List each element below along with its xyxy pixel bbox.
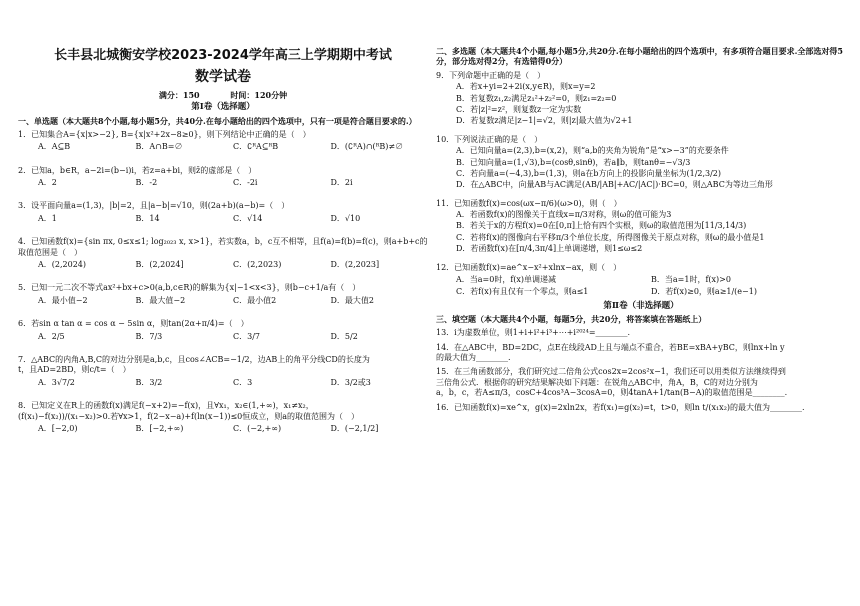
multi-choice-list [436, 71, 846, 259]
option-choice: B．当a=1时，f(x)>0 [651, 275, 731, 285]
question-stem: 16．已知函数f(x)=xe^x，g(x)=2xln2x，若f(x₁)=g(x₂)=t，t>0，则ln t/(x₁x₂)的最大值为________. [436, 402, 805, 412]
option-choice: D．若函数f(x)在[π/4,3π/4]上单调递增，则1≤ω≤2 [456, 244, 643, 254]
question-stem: 10．下列说法正确的是（ ） [436, 134, 543, 144]
option-choice: B．若复数z₁,z₂满足z₁²+z₂²=0，则z₁=z₂=0 [456, 93, 617, 103]
option-row [456, 275, 846, 285]
left-column [18, 0, 428, 434]
question-stem: 5．已知一元二次不等式ax²+bx+c>0(a,b,c∈R)的解集为{x|−1<x<3}，则b−c+1/a有（ ） [18, 283, 361, 293]
question-gap [18, 342, 428, 351]
question-gap [18, 270, 428, 279]
option-choice: B．14 [135, 213, 160, 223]
volume-2-heading: 第Ⅱ卷（非选择题） [603, 300, 679, 311]
option-row [38, 260, 428, 270]
volume-1-heading: 第Ⅰ卷（选择题） [191, 102, 255, 113]
option-choice: C．若将f(x)的图像向右平移π/3个单位长度，所得图像关于原点对称，则ω的最小值是1 [456, 232, 765, 242]
option-choice: C．最小值2 [233, 295, 277, 305]
question-stem: 7．△ABC的内角A,B,C的对边分别是a,b,c，且cos∠ACB=−1/2，边AB上的角平分线CD的长度为 [18, 354, 370, 364]
question-stem: 1．已知集合A={x|x>−2}, B={x|x²+2x−8≥0}，则下列结论中正确的是（ ） [18, 129, 311, 139]
option-choice: D．若f(x)≥0，则a≥1/(e−1) [651, 287, 757, 297]
option-choice: B．-2 [135, 178, 158, 188]
question-item [18, 355, 428, 388]
question-12 [436, 263, 846, 298]
option-choice: B．7/3 [135, 331, 163, 341]
question-item [18, 237, 428, 270]
option-choice: C．若向量a=(−4,3),b=(1,3)，则a在b方向上的投影向量坐标为(1/2,3/2) [456, 168, 722, 178]
question-gap [18, 388, 428, 397]
option-choice: C．(2,2023) [233, 260, 282, 270]
option-choice: B．(2,2024] [135, 260, 184, 270]
question-stem: 取值范围是（ ） [18, 247, 82, 257]
option-choice: C．若f(x)有且仅有一个零点，则a≤1 [456, 287, 589, 297]
option-choice: A．最小值−2 [38, 295, 88, 305]
option-row [38, 424, 428, 434]
question-item [436, 199, 846, 255]
option-choice: D．3/2或3 [330, 377, 371, 387]
option-choice: A．[−2,0) [38, 423, 78, 433]
exam-time: 时间：120分钟 [230, 90, 288, 101]
question-stem: 的最大值为________. [436, 353, 511, 363]
question-item [18, 166, 428, 189]
option-choice: D．(2,2023] [330, 260, 380, 270]
question-gap [436, 255, 846, 259]
question-stem: 14．在△ABC中，BD=2DC，点E在线段AD上且与端点不重合，若BE=xBA+yBC，则lnx+ln y [436, 342, 785, 352]
question-item [436, 403, 846, 413]
option-choice: C．3/7 [233, 331, 260, 341]
question-item [18, 130, 428, 153]
option-row [38, 332, 428, 342]
option-choice: C．∁ᴿA⊆ᴿB [233, 142, 279, 152]
exam-meta [18, 90, 428, 100]
option-choice: C．-2i [233, 178, 258, 188]
option-choice: B．最大值−2 [135, 295, 186, 305]
question-stem: 3．设平面向量a=(1,3)，|b|=2，且|a−b|=√10，则(2a+b)(a−b)=（ ） [18, 201, 290, 211]
full-score: 满分：150 [158, 90, 200, 101]
question-stem: 15．在三角函数部分，我们研究过二倍角公式cos2x=2cos²x−1，我们还可以用类似方法继续得到 [436, 367, 786, 377]
option-choice: A．若函数f(x)的图像关于直线x=π/3对称，则ω的值可能为3 [456, 210, 672, 220]
question-item [18, 319, 428, 342]
question-stem: (f(x₁)−f(x₂))/(x₁−x₂)>0.若∀x>1，f(2−x−a)+f(ln(x−1))≤0恒成立，则a的取值范围为（ ） [18, 411, 360, 421]
right-column [436, 0, 846, 413]
option-choice: D．(∁ᴿA)∩(ᴿB)≠∅ [330, 142, 404, 152]
option-choice: A．3√7/2 [38, 377, 75, 387]
question-gap [18, 224, 428, 233]
exam-title: 长丰县北城衡安学校2023-2024学年高三上学期期中考试 [54, 48, 392, 63]
option-choice: B．已知向量a=(1,√3),b=(cosθ,sinθ)，若a∥b，则tanθ=−√3/3 [456, 157, 691, 167]
option-choice: A．2 [38, 178, 57, 188]
question-stem: 三倍角公式．根据你的研究结果解决如下问题：在锐角△ABC中，角A，B，C的对边分别为 [436, 377, 758, 387]
question-item [436, 367, 846, 398]
section-2-heading: 二、多选题（本大题共4个小题,每小题5分,共20分.在每小题给出的四个选项中，有多项符合题目要求.全部选对得5分，部分选对得2分，有选错得0分） [436, 46, 843, 67]
question-item [436, 135, 846, 191]
section-3-heading: 三、填空题（本大题共4个小题，每题5分，共20分，将答案填在答题纸上） [436, 313, 707, 324]
question-item [18, 401, 428, 434]
question-stem: 13．i为虚数单位，则1+i+i²+i³+⋯+i²⁰²⁴=________. [436, 328, 631, 338]
question-stem: 9．下列命题中正确的是（ ） [436, 70, 546, 80]
option-choice: D．5/2 [330, 331, 358, 341]
question-gap [18, 306, 428, 315]
question-stem: t，且AD=2BD，则c/t=（ ） [18, 365, 131, 375]
option-choice: B．若关于x的方程f(x)=0在[0,π]上恰有四个实根，则ω的取值范围为[11/3,14/3) [456, 221, 747, 231]
option-choice: D．√10 [330, 213, 361, 223]
question-item [18, 283, 428, 306]
option-choice: C．若|z|²=z²，则复数z一定为实数 [456, 104, 582, 114]
question-stem: 8．已知定义在R上的函数f(x)满足f(−x+2)=−f(x)，且∀x₁，x₂∈(1,+∞)，x₁≠x₂， [18, 401, 314, 411]
option-choice: C．√14 [233, 213, 263, 223]
option-choice: C．3 [233, 377, 253, 387]
question-gap [18, 153, 428, 162]
question-stem: 12．已知函数f(x)=ae^x−x²+xlnx−ax，则（ ） [436, 262, 622, 272]
option-choice: A．(2,2024) [38, 260, 87, 270]
exam-subtitle: 数学试卷 [195, 68, 251, 85]
option-choice: D．2i [330, 178, 353, 188]
option-choice: A．当a=0时，f(x)单调递减 [456, 275, 557, 285]
option-choice: B．A∩B=∅ [135, 142, 183, 152]
question-stem: 6．若sin α tan α = cos α − 5sin α，则tan(2α+π/4)=（ ） [18, 319, 249, 329]
option-row [38, 378, 428, 388]
option-choice: D．在△ABC中，向量AB与AC满足(AB/|AB|+AC/|AC|)·BC=0，则△ABC为等边三角形 [456, 180, 773, 190]
option-row [38, 296, 428, 306]
option-choice: A．A⊆B [38, 142, 71, 152]
option-choice: D．若复数z满足|z−1|=√2，则|z|最大值为√2+1 [456, 116, 633, 126]
option-choice: C．(−2,+∞) [233, 423, 282, 433]
question-stem: 2．已知a，b∈R，a−2i=(b−i)i，若z=a+bi，则z̄的虚部是（ ） [18, 165, 257, 175]
question-item [18, 201, 428, 224]
option-row [38, 142, 428, 152]
option-choice: A．1 [38, 213, 57, 223]
question-gap [436, 191, 846, 195]
question-item [436, 343, 846, 364]
fill-blank-list [436, 328, 846, 413]
option-row [38, 178, 428, 188]
single-choice-list [18, 130, 428, 434]
question-item [436, 71, 846, 127]
question-gap [436, 127, 846, 131]
question-gap [18, 188, 428, 197]
option-choice: D．(−2,1/2] [330, 423, 379, 433]
option-choice: A．2/5 [38, 331, 65, 341]
question-stem: 11．已知函数f(x)=cos(ωx−π/6)(ω>0)，则（ ） [436, 198, 622, 208]
question-item [436, 328, 846, 338]
option-choice: D．最大值2 [330, 295, 375, 305]
option-choice: A．已知向量a=(2,3),b=(x,2)，则“a,b的夹角为锐角”是“x>−3”的充要条件 [456, 146, 729, 156]
option-choice: B．[−2,+∞) [135, 423, 184, 433]
option-row [38, 214, 428, 224]
question-stem: 4．已知函数f(x)={sin πx, 0≤x≤1; log₂₀₂₃ x, x>1}，若实数a，b，c互不相等，且f(a)=f(b)=f(c)，则a+b+c的 [18, 237, 428, 247]
option-choice: A．若x+yi=2+2i(x,y∈R)，则x=y=2 [456, 82, 596, 92]
question-stem: a，b，c，若A≤π/3，cosC+4cos³A−3cosA=0，则4tanA+1/tan(B−A)的取值范围是________. [436, 388, 788, 398]
option-row [456, 287, 846, 297]
section-1-heading: 一、单选题（本大题共8个小题,每小题5分，共40分.在每小题给出的四个选项中，只有一项是符合题目要求的.） [18, 115, 417, 126]
option-choice: B．3/2 [135, 377, 163, 387]
